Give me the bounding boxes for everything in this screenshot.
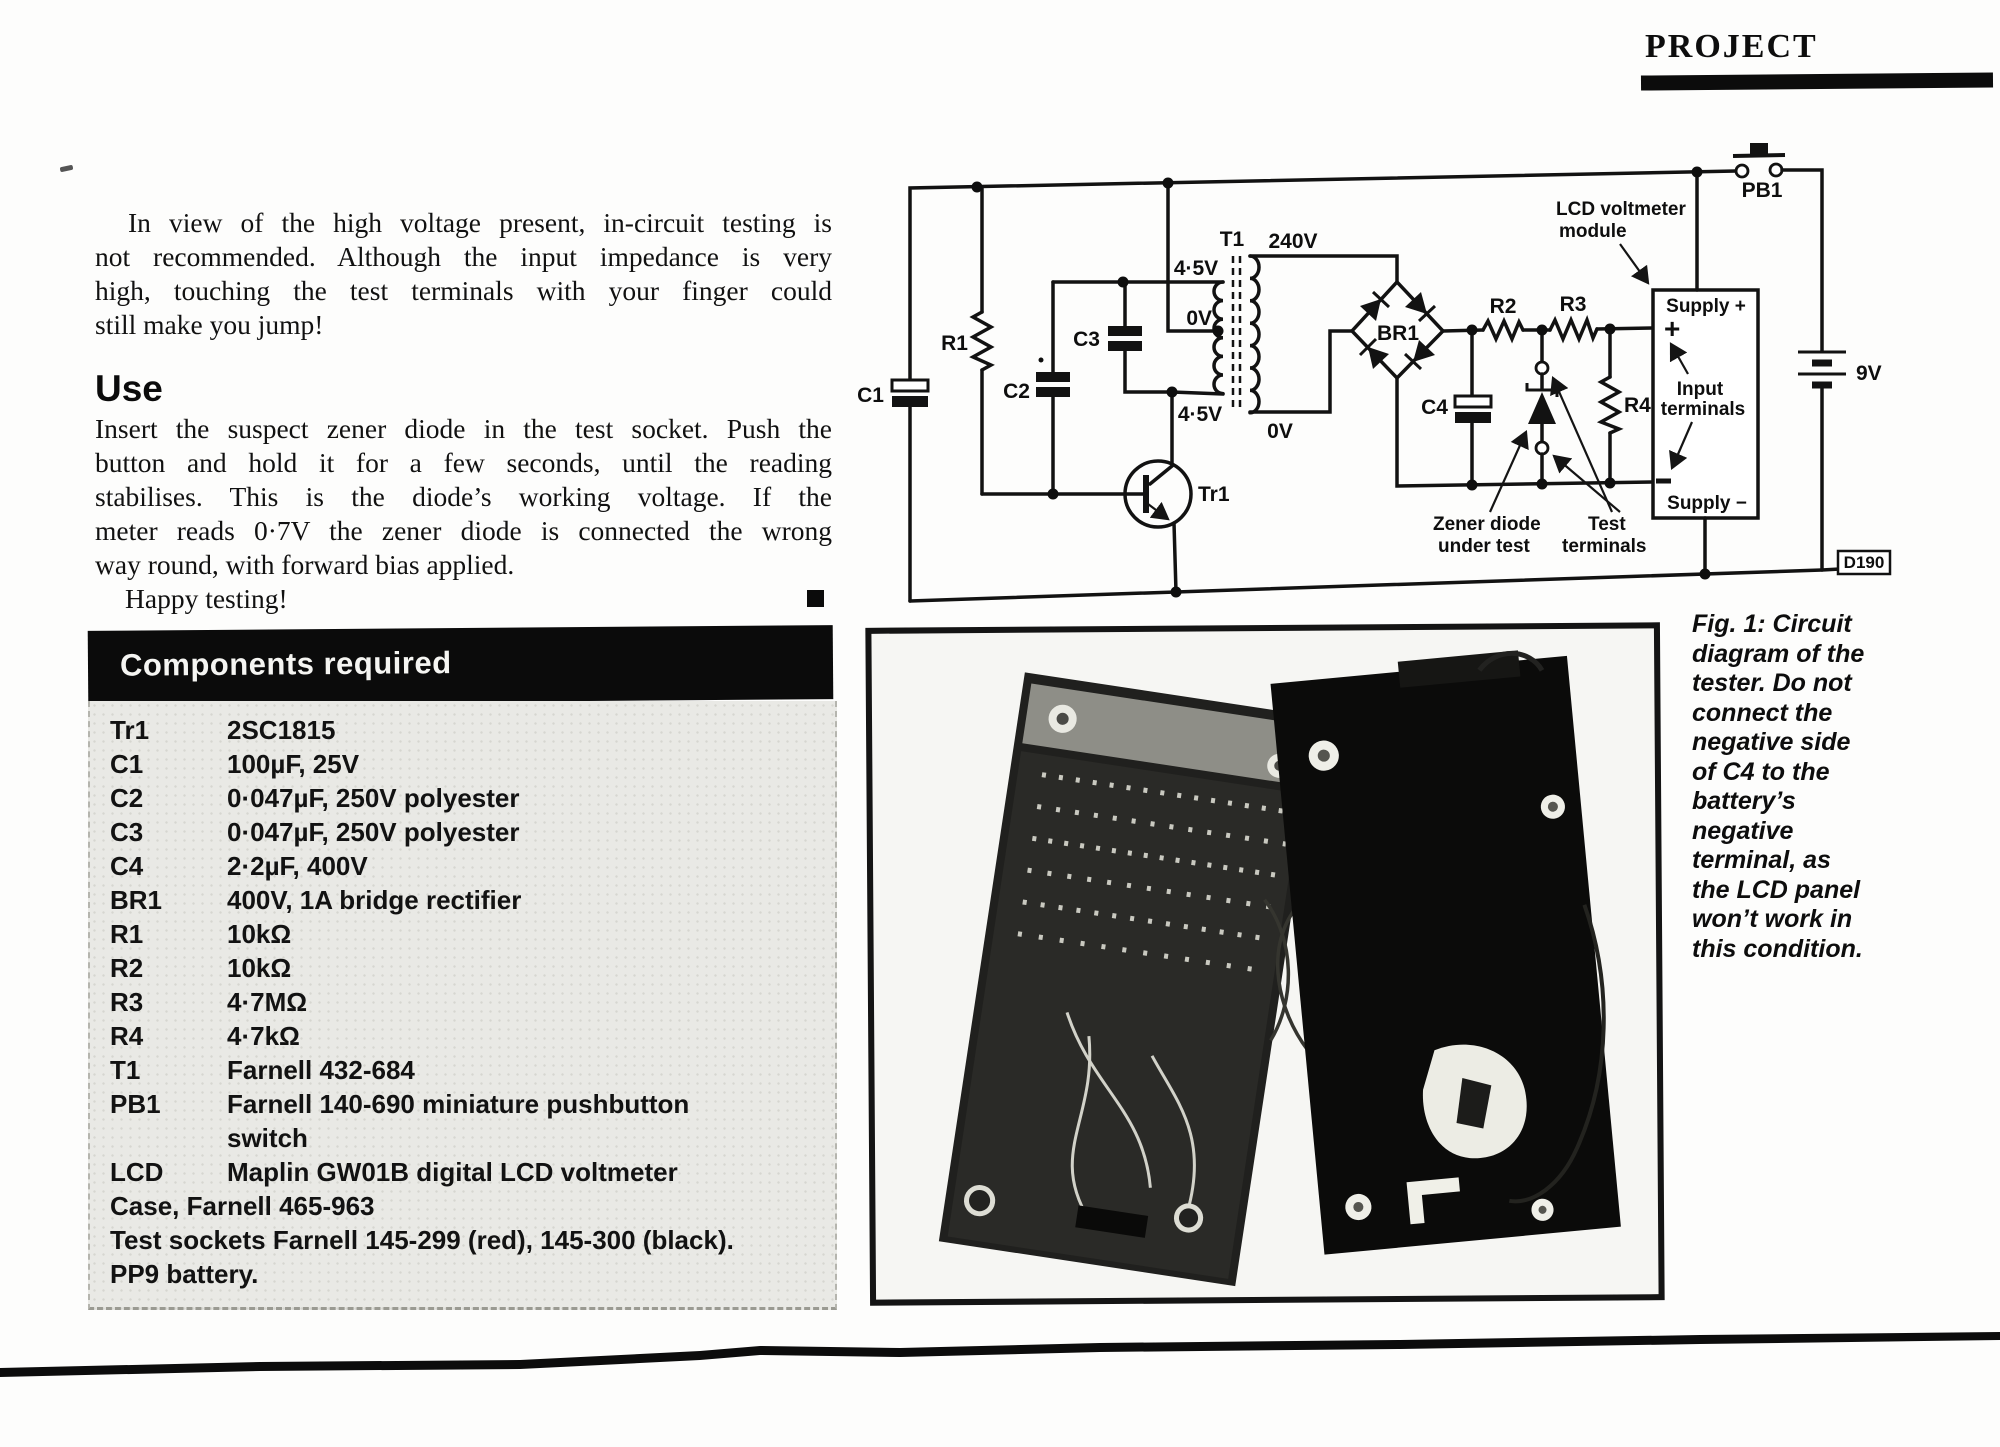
component-ref: C4 [110, 851, 144, 881]
c4-capacitor-plate [1455, 412, 1491, 423]
bottom-tap-wire [1172, 392, 1223, 394]
figure-caption [1692, 610, 1932, 964]
photo-right-board [1270, 645, 1625, 1254]
components-header-bar [88, 625, 834, 705]
component-ref: C2 [110, 783, 144, 813]
component-desc: 0·047µF, 250V polyester [227, 817, 520, 847]
body-line: way round, with forward bias applied. [95, 549, 515, 580]
body-line: meter reads 0·7V the zener diode is connected the wrong [95, 515, 832, 546]
component-row [110, 817, 734, 851]
junction-dot [1163, 178, 1174, 189]
components-rows [110, 715, 734, 1293]
input-terminals-label: Input [1676, 379, 1724, 400]
component-row [110, 783, 734, 817]
component-desc: 4·7MΩ [227, 987, 308, 1017]
junction-dot [1537, 325, 1548, 336]
supply-minus-label: Supply − [1667, 493, 1747, 514]
component-row [110, 1123, 734, 1157]
component-ref: C3 [110, 817, 144, 847]
c1-label: C1 [857, 384, 884, 407]
components-extra-line: PP9 battery. [110, 1259, 259, 1289]
c1-capacitor-plate [892, 380, 928, 391]
lcd-module-annotation: LCD voltmeter [1556, 199, 1686, 220]
component-ref: PB1 [110, 1089, 161, 1119]
pb1-contact [1770, 164, 1782, 176]
caption-line: this condition. [1692, 934, 1863, 963]
caption-line: negative [1692, 816, 1794, 845]
secondary-top-wire [1250, 256, 1397, 282]
zener-annotation: Zener diode [1433, 514, 1541, 535]
component-desc: 2·2µF, 400V [227, 851, 368, 881]
use-section-heading: Use [95, 368, 163, 409]
tr1-emitter-wire [1174, 523, 1176, 592]
component-ref: LCD [110, 1157, 164, 1187]
body-line: In view of the high voltage present, in-circuit testing is [128, 207, 832, 238]
component-desc: Farnell 432-684 [227, 1055, 415, 1085]
junction-dot [1605, 324, 1616, 335]
t1-label: T1 [1219, 228, 1245, 251]
components-extra-line: Test sockets Farnell 145-299 (red), 145-300 (black). [110, 1225, 734, 1255]
components-list-box [88, 701, 837, 1310]
test-terminal-arrow [1553, 378, 1612, 512]
caption-line: connect the [1692, 698, 1833, 727]
body-line: button and hold it for a few seconds, until the reading [95, 447, 832, 478]
pb1-contact [1736, 165, 1748, 177]
pb1-actuator-bar [1733, 155, 1785, 156]
secondary-bottom-wire [1250, 331, 1352, 412]
component-ref: T1 [110, 1055, 141, 1085]
body-line: not recommended. Although the input impedance is very [95, 241, 832, 272]
components-extra-line: Case, Farnell 465-963 [110, 1191, 375, 1221]
junction-dot [1467, 325, 1478, 336]
caption-line: won’t work in [1692, 905, 1853, 933]
r3-label: R3 [1559, 293, 1587, 316]
test-terminal-top [1536, 362, 1548, 374]
tr1-collector-wire [1150, 392, 1172, 484]
junction-dot [1048, 489, 1059, 500]
component-row [110, 749, 734, 783]
r2-label: R2 [1489, 295, 1517, 318]
component-desc: switch [227, 1123, 308, 1153]
test-terminal-bottom [1536, 442, 1548, 454]
component-row [110, 1157, 734, 1191]
caption-line: of C4 to the [1692, 757, 1830, 786]
tr1-emitter-arrow [1148, 504, 1168, 519]
component-ref: R1 [110, 919, 144, 949]
component-desc: 10kΩ [227, 919, 292, 949]
component-row [110, 1089, 734, 1123]
br1-label: BR1 [1376, 322, 1420, 345]
input-plus-terminal: + [1664, 313, 1681, 344]
component-row [110, 953, 734, 987]
junction-dot [1605, 478, 1616, 489]
component-row [110, 919, 734, 953]
tr1-label: Tr1 [1198, 483, 1230, 506]
t1-240v-label: 240V [1268, 230, 1318, 253]
caption-line: Fig. 1: Circuit [1692, 610, 1852, 638]
transformer-45v-bottom-label: 4·5V [1177, 403, 1223, 426]
r2-resistor [1483, 321, 1523, 339]
transformer-secondary-winding [1250, 256, 1259, 413]
junction-dot [1537, 479, 1548, 490]
transformer-45v-top-label: 4·5V [1173, 257, 1219, 280]
pcb-photograph [862, 618, 1668, 1310]
pb1-button-knob [1750, 143, 1768, 154]
components-title: Components required [119, 645, 452, 683]
circuit-diagram [690, 110, 2000, 620]
c2-label: C2 [1003, 380, 1030, 403]
test-terminals-annotation: terminals [1562, 536, 1647, 557]
component-ref: C1 [110, 749, 144, 779]
scan-artifact-mark [60, 165, 74, 173]
transformer-0v-label: 0V [1186, 307, 1212, 330]
component-row [110, 987, 734, 1021]
component-desc: 0·047µF, 250V polyester [227, 783, 520, 813]
component-ref: R4 [110, 1021, 144, 1051]
zener-diode-symbol [1528, 392, 1556, 424]
zener-annotation: under test [1438, 536, 1530, 557]
caption-line: terminal, as [1692, 846, 1831, 874]
junction-dot [1118, 277, 1129, 288]
component-ref: R2 [110, 953, 144, 983]
junction-dot [1167, 387, 1178, 398]
r1-label: R1 [941, 332, 968, 355]
zener-annotation-arrow [1490, 432, 1526, 512]
page-header-title: PROJECT [1645, 28, 1818, 65]
body-line: high, touching the test terminals with your finger could [95, 275, 832, 306]
component-desc: 400V, 1A bridge rectifier [227, 885, 522, 915]
happy-testing-text: Happy testing! [125, 583, 288, 614]
c3-wire [1125, 351, 1172, 392]
junction-dot [1467, 480, 1478, 491]
component-desc: 2SC1815 [227, 715, 336, 745]
battery-top-wire [1782, 170, 1822, 351]
component-desc: Farnell 140-690 miniature pushbutton [227, 1089, 690, 1119]
caption-line: negative side [1692, 728, 1851, 756]
r4-label: R4 [1624, 394, 1651, 417]
body-line: Insert the suspect zener diode in the test socket. Push the [95, 413, 832, 444]
component-ref: BR1 [110, 885, 163, 915]
r4-resistor [1601, 377, 1619, 433]
caption-line: the LCD panel [1692, 875, 1861, 904]
c2-polarity-mark [1039, 358, 1044, 363]
r1-resistor [973, 312, 991, 370]
junction-dot [1700, 569, 1711, 580]
body-line: stabilises. This is the diode’s working voltage. If the [95, 481, 832, 512]
input-terminals-label: terminals [1660, 399, 1746, 420]
figure-code: D190 [1843, 553, 1885, 572]
c3-label: C3 [1073, 328, 1100, 351]
component-desc: Maplin GW01B digital LCD voltmeter [227, 1157, 678, 1187]
test-terminals-annotation: Test [1588, 514, 1626, 535]
caption-line: diagram of the [1692, 639, 1865, 668]
c2-capacitor-plate [1036, 372, 1070, 382]
lcd-module-arrow [1620, 244, 1648, 283]
lcd-module-annotation: module [1559, 221, 1627, 242]
junction-dot [1171, 587, 1182, 598]
battery-9v-label: 9V [1856, 362, 1882, 385]
component-ref: R3 [110, 987, 144, 1017]
r3-resistor [1550, 320, 1597, 339]
component-desc: 4·7kΩ [227, 1021, 300, 1051]
component-ref: Tr1 [110, 715, 150, 745]
component-row [110, 1021, 734, 1055]
secondary-0v-label: 0V [1267, 420, 1293, 443]
c3-capacitor-plate [1108, 326, 1142, 336]
transformer-primary-winding [1214, 282, 1223, 394]
component-row [110, 851, 734, 885]
bottom-page-rule [0, 1330, 2000, 1447]
c4-label: C4 [1421, 396, 1448, 419]
component-desc: 100µF, 25V [227, 749, 360, 779]
body-line: still make you jump! [95, 309, 324, 340]
junction-dot [1213, 326, 1224, 337]
c4-capacitor-plate [1455, 396, 1491, 407]
header-rule-bar [1641, 72, 1993, 90]
component-row [110, 1055, 734, 1089]
junction-dot [1692, 167, 1703, 178]
caption-line: battery’s [1692, 787, 1796, 815]
supply-plus-label: Supply + [1666, 296, 1746, 317]
component-row [110, 715, 734, 749]
pb1-label: PB1 [1741, 179, 1783, 202]
component-row [110, 885, 734, 919]
component-desc: 10kΩ [227, 953, 292, 983]
caption-line: tester. Do not [1692, 669, 1852, 697]
junction-dot [972, 182, 983, 193]
